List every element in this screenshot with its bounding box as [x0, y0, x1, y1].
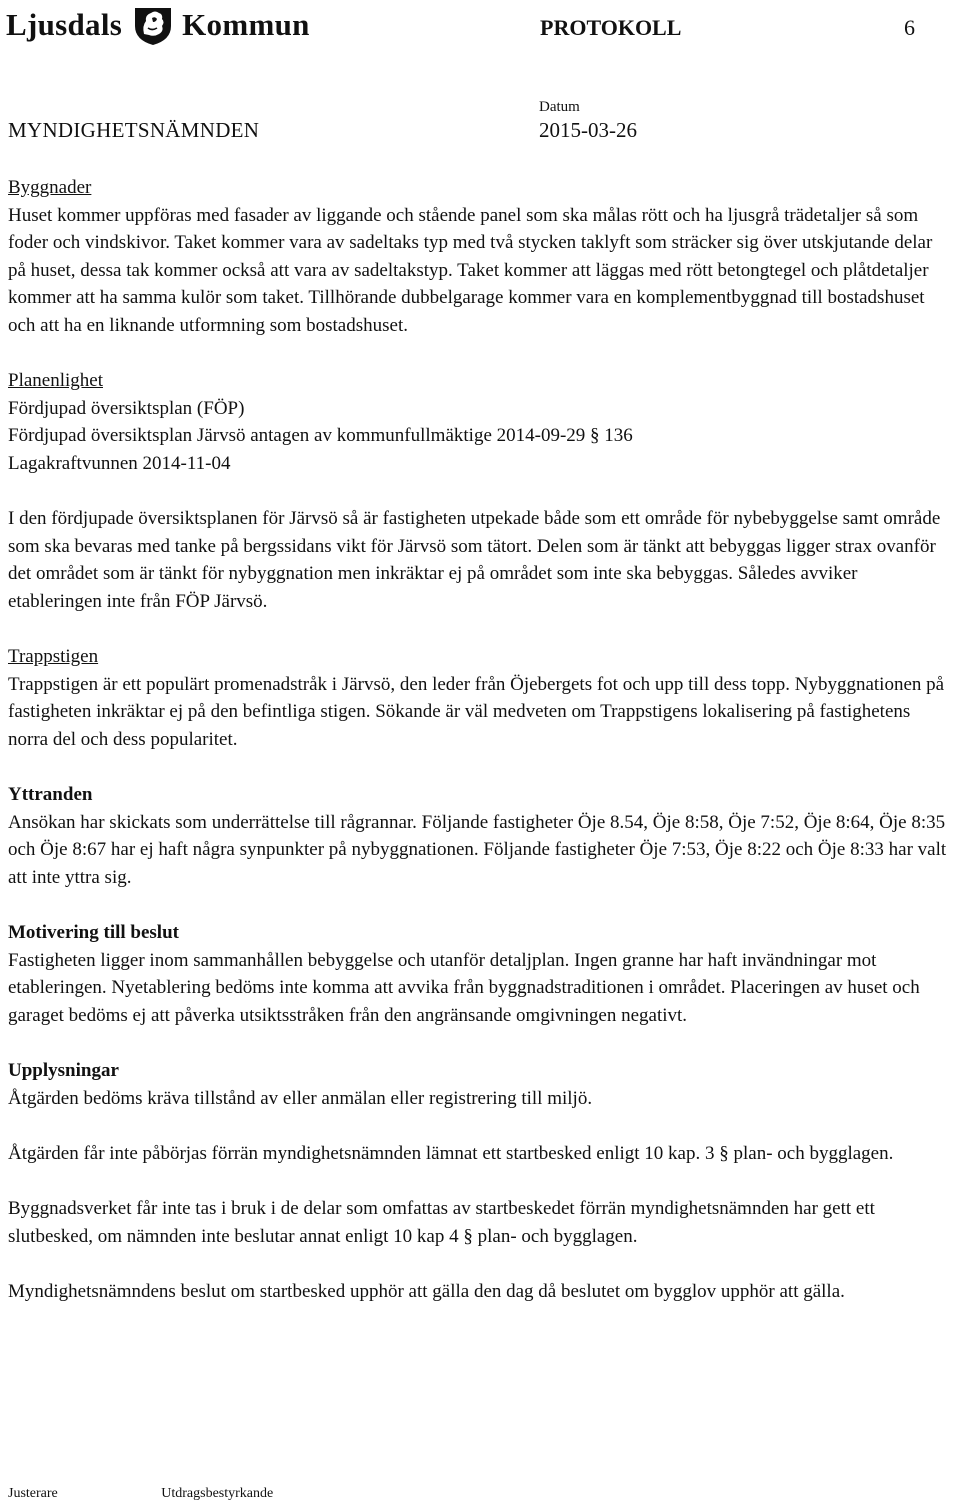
- municipality-logo: [6, 2, 310, 48]
- section-motivering: [8, 919, 954, 1029]
- text-byggnader: Huset kommer uppföras med fasader av liggande och stående panel som ska målas rött och ha ljusgrå trädetaljer så som foder och vindskivor. Taket kommer vara av sadeltaks typ med två stycken taklyft som sträcker sig över utskjutande delar på huset, dessa tak kommer också att vara av sadeltakstyp. Taket kommer att läggas med rött betongtegel och plåtdetaljer kommer att ha samma kulör som taket. Tillhörande dubbelgarage kommer vara en komplementbyggnad till bostadshuset och att ha en liknande utformning som bostadshuset.: [8, 204, 933, 336]
- document-type: PROTOKOLL: [540, 15, 682, 40]
- section-planenlighet: [8, 367, 954, 477]
- text-trappstigen: Trappstigen är ett populärt promenadstråk i Järvsö, den leder från Öjebergets fot och upp till dess topp. Nybyggnationen på fastigheten inkräktar ej på den befintliga stigen. Sökande är väl medveten om Trappstigens lokalisering på fastighetens norra del och dess popularitet.: [8, 673, 945, 750]
- lion-crest-icon: [132, 4, 174, 46]
- document-body: [8, 174, 954, 1305]
- meeting-date: 2015-03-26: [539, 118, 637, 142]
- heading-byggnader: Byggnader: [8, 177, 92, 198]
- section-byggnader: [8, 174, 954, 340]
- section-upplysningar: [8, 1057, 954, 1112]
- logo-word-right: Kommun: [182, 7, 310, 42]
- text-upplysningar-1: Åtgärden bedöms kräva tillstånd av eller anmälan eller registrering till miljö.: [8, 1087, 593, 1109]
- text-planenlighet: I den fördjupade översiktsplanen för Järvsö så är fastigheten utpekade både som ett område för nybebyggelse samt område som ska bevaras med tanke på bergssidans vikt för Järvsö som tätort. Delen som är tänkt att bebyggas ligger strax ovanför det området som är tänkt för nybyggnation men inkräktar ej på området som inte ska bebyggas. Således avviker etableringen inte från FÖP Järvsö.: [8, 508, 941, 612]
- justerare-label: Justerare: [8, 1486, 58, 1501]
- text-upplysningar-4: Myndighetsnämndens beslut om startbesked upphör att gälla den dag då beslutet om bygglov upphör att gälla.: [8, 1280, 845, 1302]
- text-upplysningar-2: Åtgärden får inte påbörjas förrän myndighetsnämnden lämnat ett startbesked enligt 10 kap. 3 § plan- och bygglagen.: [8, 1142, 894, 1164]
- plan-adoption: Fördjupad översiktsplan Järvsö antagen av kommunfullmäktige 2014-09-29 § 136: [8, 425, 633, 447]
- heading-yttranden: Yttranden: [8, 784, 93, 806]
- document-footer: [8, 1486, 373, 1502]
- section-yttranden: [8, 781, 954, 891]
- utdrag-label: Utdragsbestyrkande: [161, 1486, 274, 1501]
- plan-legal-force: Lagakraftvunnen 2014-11-04: [8, 452, 231, 474]
- heading-upplysningar: Upplysningar: [8, 1060, 119, 1081]
- logo-word-left: Ljusdals: [6, 7, 123, 42]
- text-motivering: Fastigheten ligger inom sammanhållen bebyggelse och utanför detaljplan. Ingen granne har haft invändningar mot etableringen. Nyetablering bedöms inte komma att avvika från byggnadstraditionen i området. Placeringen av huset och garaget bedöms ej att påverka utsiktsstråken från den angränsande omgivningen negativt.: [8, 949, 920, 1026]
- heading-motivering: Motivering till beslut: [8, 922, 179, 944]
- heading-planenlighet: Planenlighet: [8, 370, 103, 392]
- document-header: [0, 0, 960, 160]
- section-plan-assessment: [8, 505, 954, 615]
- text-yttranden: Ansökan har skickats som underrättelse till rågrannar. Följande fastigheter Öje 8.54, Öje 8:58, Öje 7:52, Öje 8:64, Öje 8:35 och Öje 8:67 har ej haft några synpunkter på nybyggnationen. Följande fastigheter Öje 7:53, Öje 8:22 och Öje 8:33 har valt att inte yttra sig.: [8, 811, 947, 888]
- text-upplysningar-3: Byggnadsverket får inte tas i bruk i de delar som omfattas av startbeskedet förrän myndighetsnämnden har gett ett slutbesked, om nämnden inte beslutar annat enligt 10 kap 4 § plan- och bygglagen.: [8, 1197, 875, 1247]
- plan-type: Fördjupad översiktsplan (FÖP): [8, 397, 245, 419]
- date-label: Datum: [539, 99, 580, 115]
- page-number: 6: [904, 15, 915, 40]
- section-trappstigen: [8, 643, 954, 753]
- heading-trappstigen: Trappstigen: [8, 646, 99, 668]
- board-name: MYNDIGHETSNÄMNDEN: [8, 118, 260, 142]
